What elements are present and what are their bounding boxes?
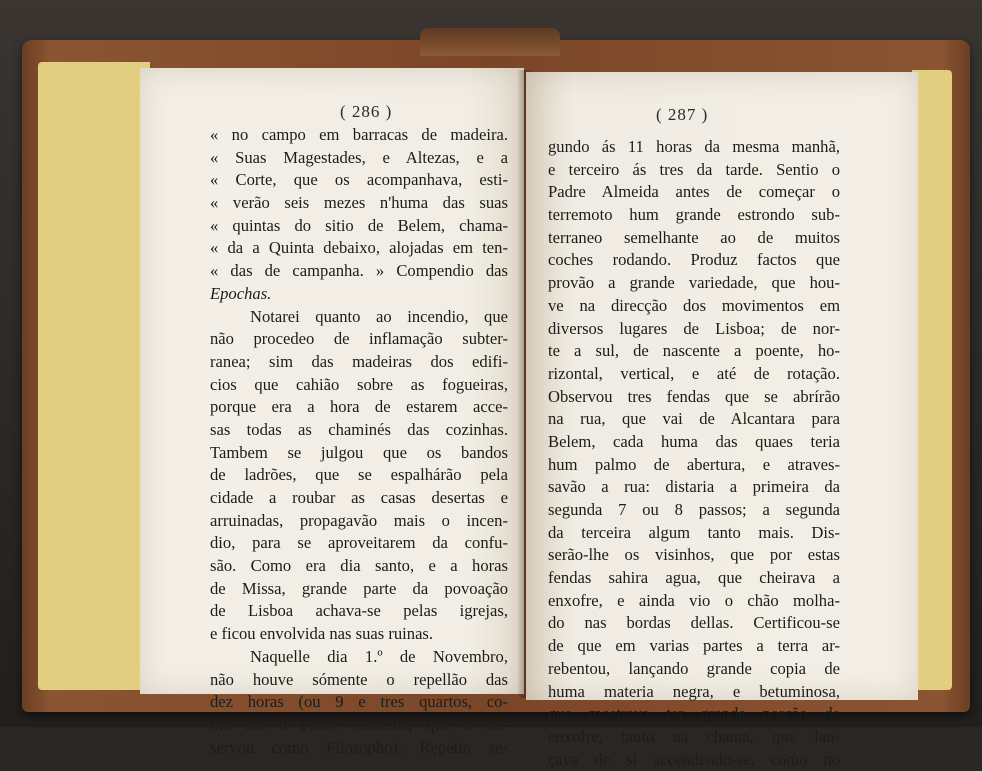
text-line: na rua, que vai de Alcantara para: [548, 409, 840, 429]
text-line: rebentou, lançando grande copia de: [548, 658, 840, 678]
book-spine: [420, 28, 560, 56]
text-line: « Suas Magestades, e Altezas, e a: [210, 147, 508, 167]
text-line: Observou tres fendas que se abrírão: [548, 386, 840, 406]
left-page: [140, 68, 524, 757]
text-line: hum palmo de abertura, e atraves-: [548, 454, 840, 474]
text-line: Belem, cada huma das quaes teria: [548, 431, 840, 451]
text-line: Naquelle dia 1.º de Novembro,: [250, 646, 508, 666]
text-line: Padre Almeida antes de começar o: [548, 182, 840, 202]
text-line: terremoto hum grande estrondo sub-: [548, 205, 840, 225]
text-line: dio, para se aproveitarem da confu-: [210, 533, 508, 553]
text-line: da terceira algum tanto mais. Dis-: [548, 522, 840, 542]
text-line: enxofre, e ainda vio o chão molha-: [548, 590, 840, 610]
text-line: dez horas (ou 9 e tres quartos, co-: [210, 692, 508, 712]
text-line: servou como Filosopho). Repetio se-: [210, 737, 508, 757]
text-line: coches rodando. Produz factos que: [548, 250, 840, 270]
right-page: [526, 72, 918, 769]
text-line: de Lisboa achava-se pelas igrejas,: [210, 601, 508, 621]
text-line: e terceiro ás tres da tarde. Sentio o: [548, 159, 840, 179]
text-line: não houve sómente o repellão das: [210, 669, 508, 689]
text-line: mo diz o Padre Almeida, que o ob-: [210, 714, 508, 734]
text-line: cidade a roubar as casas desertas e: [210, 488, 508, 507]
text-line: te a sul, de nascente a poente, ho-: [548, 341, 840, 361]
text-line: « no campo em barracas de madeira.: [210, 125, 508, 144]
text-line: de Missa, grande parte da povoação: [210, 578, 508, 598]
text-line: huma materia negra, e betuminosa,: [548, 681, 840, 701]
text-line: serão-lhe os visinhos, que por estas: [548, 545, 840, 565]
text-line: segunda 7 ou 8 passos; a segunda: [548, 500, 840, 519]
page-number-left: ( 286 ): [340, 102, 393, 121]
text-line: enxofre, tanto na chama, que lan-: [548, 726, 840, 746]
text-line: fendas sahira agua, que cheirava a: [548, 568, 840, 588]
page-edges-right: [912, 70, 952, 690]
text-line: ranea; sim das madeiras dos edifi-: [210, 351, 508, 371]
text-line: terraneo semelhante ao de muitos: [548, 227, 840, 247]
text-line: Tambem se julgou que os bandos: [210, 442, 508, 462]
page-edges-left: [38, 62, 150, 690]
text-line: « da a Quinta debaixo, alojadas em ten-: [210, 238, 508, 258]
text-line: são. Como era dia santo, e a horas: [210, 556, 508, 576]
text-line: « das de campanha. » Compendio das: [210, 261, 508, 281]
text-line: sas todas as chaminés das cozinhas.: [210, 419, 508, 439]
text-line: savão a rua: distaria a primeira da: [548, 477, 840, 497]
text-line: provão a grande variedade, que hou-: [548, 273, 840, 293]
text-line: porque era a hora de estarem acce-: [210, 397, 508, 417]
page-number-right: ( 287 ): [656, 105, 709, 124]
text-line: ve na direcção dos movimentos em: [548, 295, 840, 315]
text-line: Notarei quanto ao incendio, que: [250, 306, 508, 326]
text-line: de que em varias partes a terra ar-: [548, 636, 840, 656]
text-line: « quintas do sitio de Belem, chama-: [210, 215, 508, 235]
text-line: do nas bordas dellas. Certificou-se: [548, 613, 840, 633]
text-line: arruinadas, propagavão mais o incen-: [210, 510, 508, 530]
text-line: rizontal, vertical, e até de rotação.: [548, 363, 840, 383]
right-page-text: [548, 136, 840, 771]
text-line: « verão seis mezes n'huma das suas: [210, 193, 508, 213]
text-line: que mostrava ter grande porção de: [548, 704, 840, 724]
left-page-text: [210, 124, 508, 759]
text-line: não procedeo de inflamação subter-: [210, 329, 508, 349]
text-line: e ficou envolvida nas suas ruinas.: [210, 624, 434, 644]
text-line: gundo ás 11 horas da mesma manhã,: [548, 137, 840, 156]
text-line: çava de si accendendo-se, como no: [548, 749, 840, 769]
text-line: de ladrões, que se espalhárão pela: [210, 465, 508, 485]
text-line: diversos lugares de Lisboa; de nor-: [548, 318, 840, 338]
text-line: Epochas.: [210, 283, 272, 303]
text-line: « Corte, que os acompanhava, esti-: [210, 170, 508, 190]
text-line: cios que cahião sobre as fogueiras,: [210, 374, 508, 394]
